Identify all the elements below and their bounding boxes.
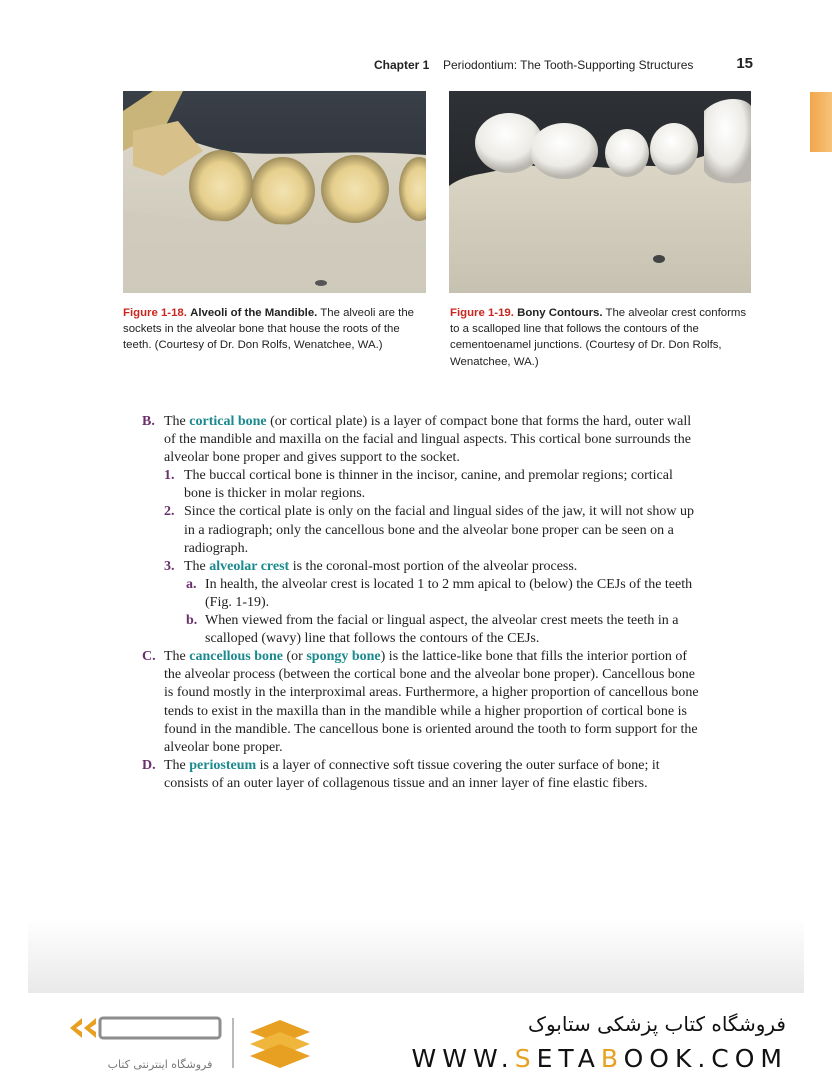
outline-label: 2. bbox=[164, 504, 175, 520]
footer-shadow-band bbox=[28, 918, 804, 993]
page-number: 15 bbox=[736, 55, 753, 72]
outline-item-b3 bbox=[142, 558, 702, 576]
text-run: The bbox=[184, 558, 210, 574]
text-run: The bbox=[164, 414, 190, 429]
outline-item-b1 bbox=[142, 467, 702, 503]
chapter-title: Periodontium: The Tooth-Supporting Structures bbox=[443, 58, 694, 72]
chapter-label: Chapter 1 bbox=[374, 58, 430, 72]
url-part: WWW. bbox=[411, 1044, 515, 1073]
figure-1-19-photo bbox=[449, 91, 751, 293]
text-run: is a layer of connective soft tissue covering the outer surface of bone; it consists of an outer layer of collagenous tissue and an inner layer of fine elastic fibers. bbox=[164, 757, 660, 791]
text-run: The buccal cortical bone is thinner in the incisor, canine, and premolar regions; cortical bone is thicker in molar regions. bbox=[184, 468, 673, 502]
footer-store-name: فروشگاه کتاب پزشکی ستابوک bbox=[528, 1012, 786, 1036]
text-run: In health, the alveolar crest is located 1 to 2 mm apical to (below) the CEJs of the teeth (Fig. 1-19). bbox=[205, 576, 693, 610]
key-term: periosteum bbox=[189, 757, 257, 773]
figure-number: Figure 1-19. bbox=[450, 307, 514, 319]
body-outline bbox=[142, 413, 702, 793]
text-run: (or cortical plate) is a layer of compact bone that forms the hard, outer wall of the mandible and maxilla on the facial and lingual aspects. This cortical bone surrounds the alveolar bone proper and gives support to the socket. bbox=[164, 414, 692, 466]
text-run: When viewed from the facial or lingual aspect, the alveolar crest meets the teeth in a scalloped (wavy) line that follows the contours of the CEJs. bbox=[205, 613, 679, 647]
outline-label: B. bbox=[142, 414, 155, 429]
text-run: The bbox=[164, 649, 190, 665]
logo-tagline: فروشگاه اینترنتی کتاب bbox=[107, 1058, 213, 1071]
key-term: cortical bone bbox=[189, 414, 267, 429]
key-term: spongy bone bbox=[306, 649, 381, 665]
figure-text: The alveolar crest conforms to a scalloped line that follows the contours of the cementoenamel junctions. (Courtesy of Dr. Don Rolfs, Wenatchee, WA.) bbox=[450, 307, 747, 368]
url-part: S bbox=[514, 1044, 537, 1073]
outline-item-d bbox=[142, 757, 702, 793]
outline-item-b2 bbox=[142, 503, 702, 557]
outline-label: b. bbox=[186, 613, 198, 629]
chapter-thumb-tab bbox=[810, 92, 832, 152]
figure-title: Alveoli of the Mandible. bbox=[190, 307, 318, 319]
figure-1-18-caption bbox=[123, 305, 428, 354]
setabook-logo-icon bbox=[60, 1010, 330, 1080]
figure-text: The alveoli are the sockets in the alveolar bone that house the roots of the teeth. (Courtesy of Dr. Don Rolfs, Wenatchee, WA.) bbox=[123, 307, 415, 352]
text-run: The bbox=[164, 757, 190, 773]
outline-label: C. bbox=[142, 649, 156, 665]
figure-1-18-photo bbox=[123, 91, 426, 293]
outline-item-c bbox=[142, 648, 702, 757]
key-term: alveolar crest bbox=[209, 558, 290, 574]
outline-item-b3a bbox=[142, 576, 702, 612]
text-run: is the coronal-most portion of the alveolar process. bbox=[289, 558, 578, 574]
key-term: cancellous bone bbox=[189, 649, 283, 665]
outline-item-b3b bbox=[142, 612, 702, 648]
outline-item-b bbox=[142, 413, 702, 467]
url-part: ETA bbox=[536, 1044, 601, 1073]
url-part: OOK.COM bbox=[623, 1044, 788, 1073]
figure-number: Figure 1-18. bbox=[123, 307, 187, 319]
text-run: (or bbox=[283, 649, 307, 665]
outline-label: D. bbox=[142, 757, 156, 773]
figure-title: Bony Contours. bbox=[517, 307, 603, 319]
running-head bbox=[300, 56, 755, 76]
url-part: B bbox=[600, 1044, 624, 1073]
outline-label: 3. bbox=[164, 558, 175, 574]
outline-label: a. bbox=[186, 576, 197, 592]
outline-label: 1. bbox=[164, 468, 175, 484]
figure-1-19-caption bbox=[450, 305, 755, 370]
footer-url[interactable] bbox=[412, 1044, 788, 1073]
text-run: ) is the lattice-like bone that fills the interior portion of the alveolar process (between the cortical bone and the alveolar bone proper). Cancellous bone is found mostly in the interproximal areas. Furthermore, a higher proportion of cancellous bone tends to exist in the maxilla than in the mandible while a higher proportion of cortical bone is found in the mandible. The cancellous bone is oriented around the tooth to form support for the alveolar bone proper. bbox=[164, 649, 699, 755]
text-run: Since the cortical plate is only on the facial and lingual sides of the jaw, it will not show up in a radiograph; only the cancellous bone and the alveolar bone proper can be seen on a radiograph. bbox=[184, 504, 694, 556]
